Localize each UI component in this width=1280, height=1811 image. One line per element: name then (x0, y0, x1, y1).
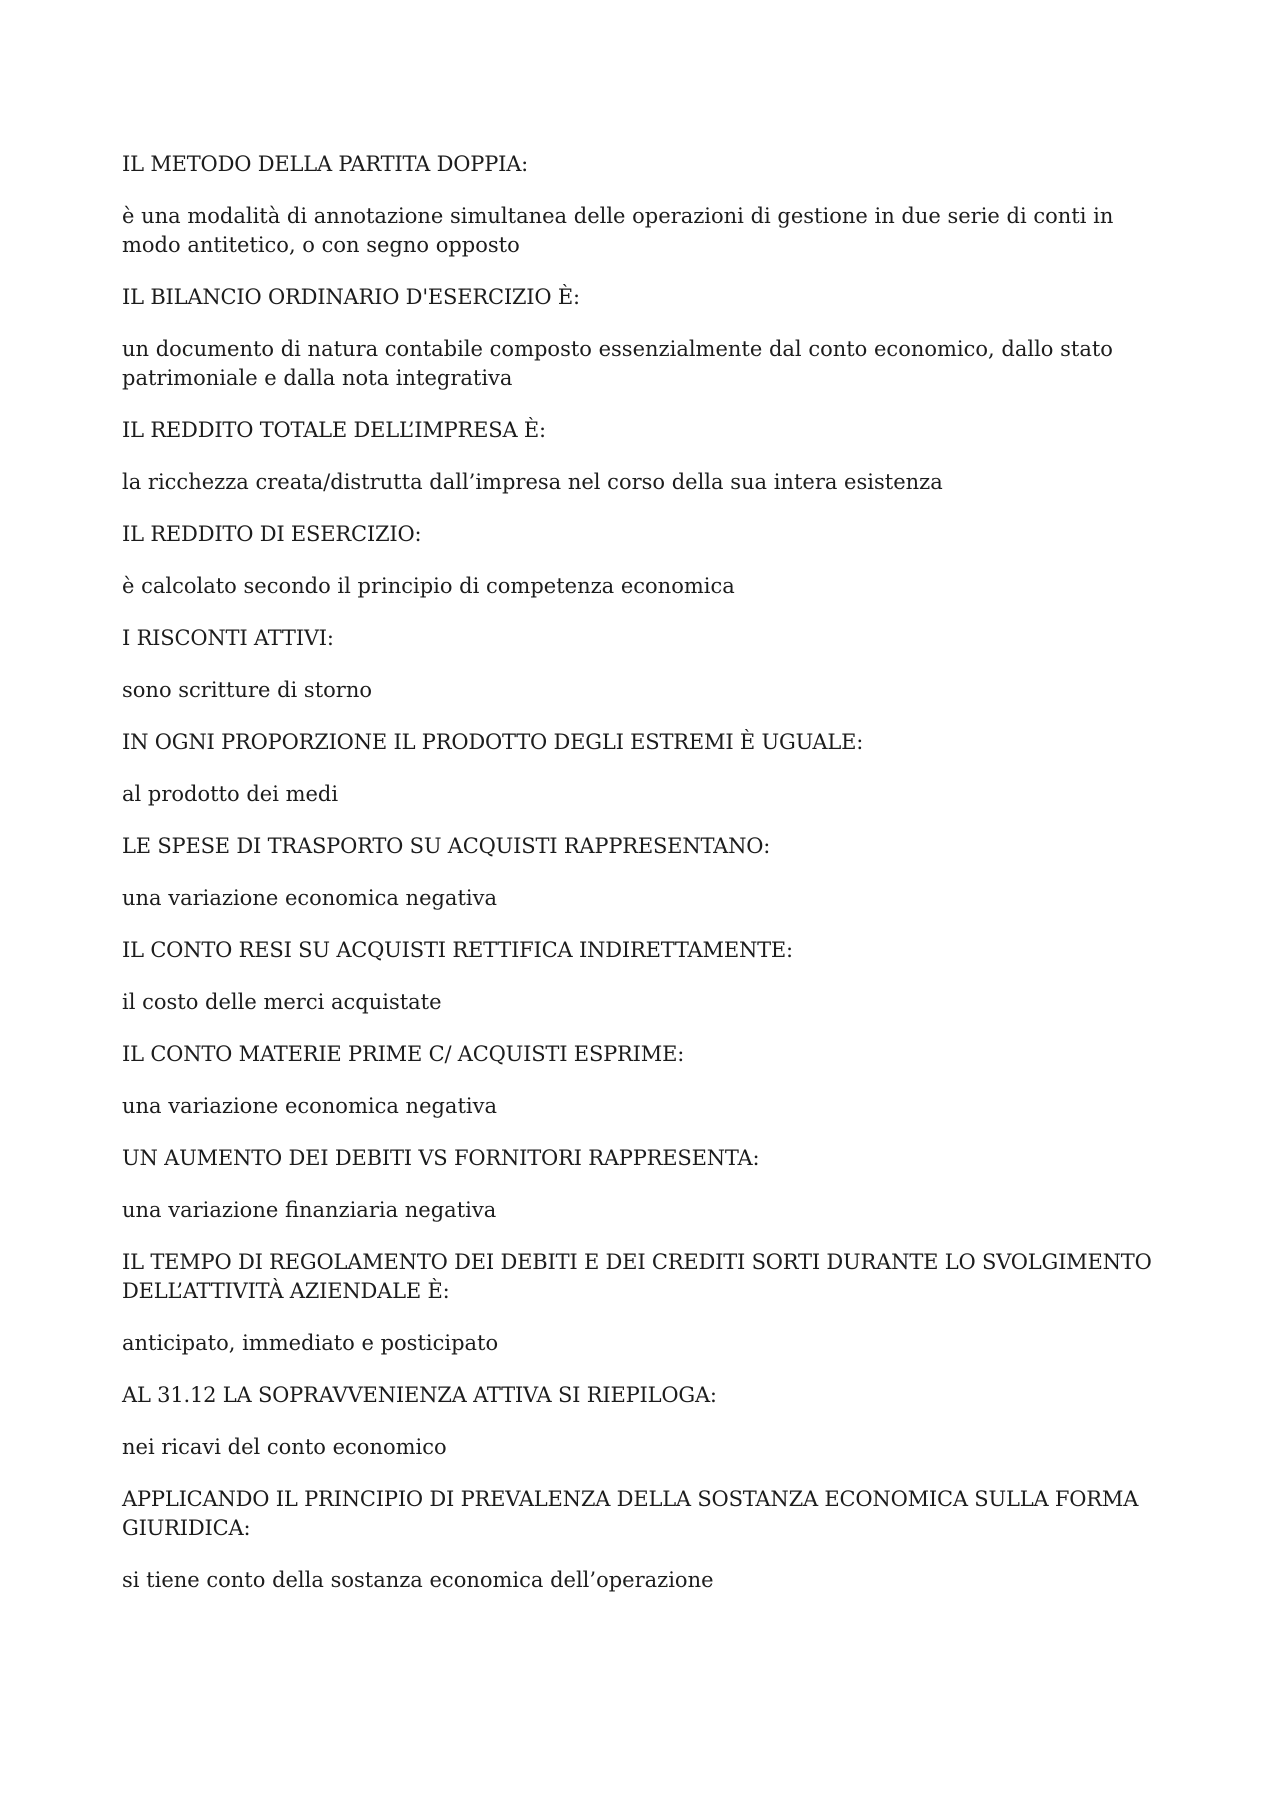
answer-text: il costo delle merci acquistate (122, 990, 442, 1014)
question-text: APPLICANDO IL PRINCIPIO DI PREVALENZA DELLA SOSTANZA ECONOMICA SULLA FORMA GIURIDICA: (122, 1487, 1139, 1540)
question-text: IL REDDITO TOTALE DELL’IMPRESA È: (122, 418, 546, 442)
answer-text: una variazione economica negativa (122, 886, 497, 910)
qa-item (122, 1144, 1167, 1225)
answer-text: una variazione finanziaria negativa (122, 1198, 497, 1222)
answer-text: si tiene conto della sostanza economica dell’operazione (122, 1568, 714, 1592)
qa-item (122, 283, 1167, 393)
document-body (122, 150, 1167, 1618)
qa-item (122, 1485, 1167, 1595)
question-text: IN OGNI PROPORZIONE IL PRODOTTO DEGLI ESTREMI È UGUALE: (122, 730, 864, 754)
answer-text: nei ricavi del conto economico (122, 1435, 447, 1459)
answer-text: un documento di natura contabile composto essenzialmente dal conto economico, dallo stato patrimoniale e dalla nota integrativa (122, 337, 1113, 390)
answer-text: è calcolato secondo il principio di competenza economica (122, 574, 735, 598)
answer-text: anticipato, immediato e posticipato (122, 1331, 499, 1355)
question-text: LE SPESE DI TRASPORTO SU ACQUISTI RAPPRESENTANO: (122, 834, 771, 858)
qa-item (122, 1248, 1167, 1358)
answer-text: al prodotto dei medi (122, 782, 339, 806)
qa-item (122, 416, 1167, 497)
qa-item (122, 1381, 1167, 1462)
qa-item (122, 520, 1167, 601)
question-text: IL CONTO MATERIE PRIME C/ ACQUISTI ESPRIME: (122, 1042, 685, 1066)
question-text: IL METODO DELLA PARTITA DOPPIA: (122, 152, 529, 176)
qa-item (122, 150, 1167, 260)
question-text: IL REDDITO DI ESERCIZIO: (122, 522, 422, 546)
question-text: IL CONTO RESI SU ACQUISTI RETTIFICA INDIRETTAMENTE: (122, 938, 793, 962)
answer-text: la ricchezza creata/distrutta dall’impresa nel corso della sua intera esistenza (122, 470, 943, 494)
question-text: IL TEMPO DI REGOLAMENTO DEI DEBITI E DEI CREDITI SORTI DURANTE LO SVOLGIMENTO DELL’ATTIVITÀ AZIENDALE È: (122, 1250, 1152, 1303)
question-text: I RISCONTI ATTIVI: (122, 626, 334, 650)
qa-item (122, 936, 1167, 1017)
qa-item (122, 832, 1167, 913)
question-text: IL BILANCIO ORDINARIO D'ESERCIZIO È: (122, 285, 580, 309)
question-text: UN AUMENTO DEI DEBITI VS FORNITORI RAPPRESENTA: (122, 1146, 760, 1170)
answer-text: sono scritture di storno (122, 678, 373, 702)
answer-text: è una modalità di annotazione simultanea delle operazioni di gestione in due serie di conti in modo antitetico, o con segno opposto (122, 204, 1114, 257)
qa-item (122, 728, 1167, 809)
answer-text: una variazione economica negativa (122, 1094, 497, 1118)
qa-item (122, 624, 1167, 705)
qa-item (122, 1040, 1167, 1121)
question-text: AL 31.12 LA SOPRAVVENIENZA ATTIVA SI RIEPILOGA: (122, 1383, 717, 1407)
